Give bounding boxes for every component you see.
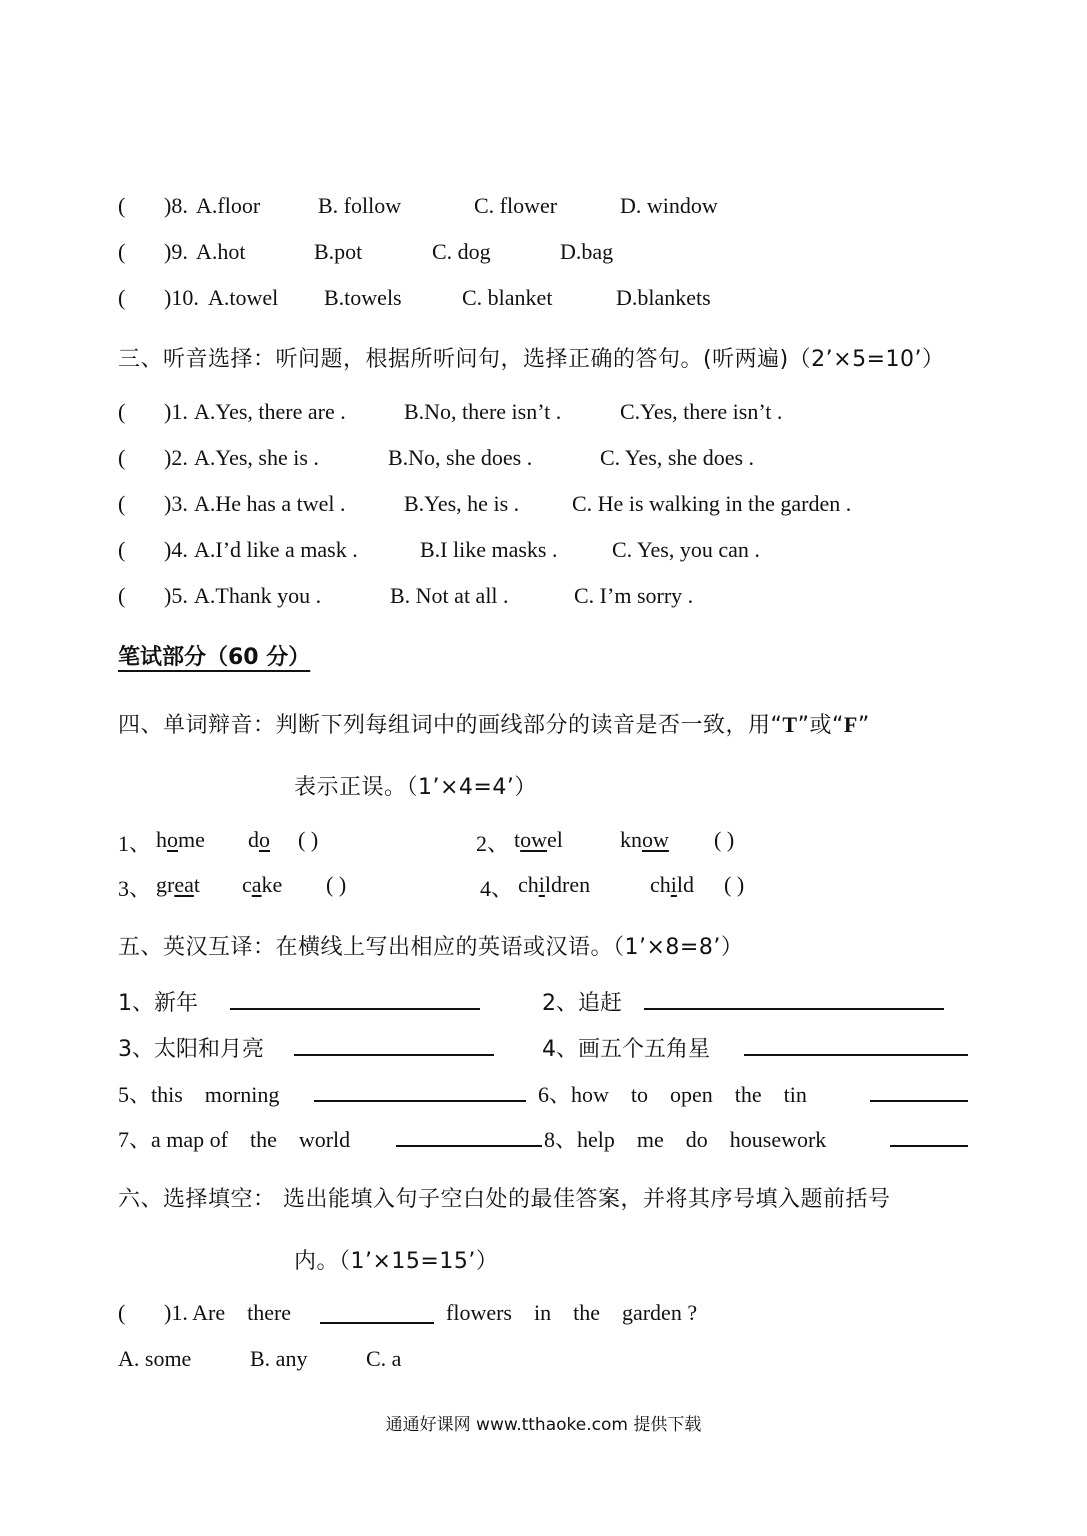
word-1: children: [518, 872, 591, 897]
translation-item: 4、画五个五角星: [542, 1037, 710, 1062]
answer-paren: ( ): [326, 872, 347, 897]
answer-paren: (: [118, 239, 126, 264]
option-c: C. dog: [432, 239, 491, 264]
question-number: )2.: [164, 445, 188, 470]
page-footer: 通通好课网 www.tthaoke.com 提供下载: [385, 1415, 702, 1435]
option-a: A.He has a twel .: [194, 491, 346, 516]
answer-blank[interactable]: [644, 986, 944, 1010]
section-heading-line2: 表示正误。（1’×4=4’）: [294, 775, 537, 800]
option-c: C. I’m sorry .: [574, 583, 694, 608]
option-b: B.Yes, he is .: [404, 491, 520, 516]
underlined-part: o: [167, 827, 178, 852]
underlined-part: ow: [520, 827, 548, 852]
option-a: A.Yes, there are .: [194, 399, 346, 424]
answer-paren: (: [118, 193, 126, 218]
option-a: A.Yes, she is .: [194, 445, 319, 470]
option-a: A.floor: [196, 193, 261, 218]
answer-blank[interactable]: [314, 1078, 526, 1102]
option-b: B. follow: [318, 193, 402, 218]
translation-item: 5、this morning: [118, 1082, 280, 1107]
answer-paren: ( ): [298, 827, 319, 852]
option-b: B. Not at all .: [390, 583, 509, 608]
word-1: great: [156, 872, 200, 897]
answer-paren: (: [118, 285, 126, 310]
answer-paren: (: [118, 445, 126, 470]
section-title-written: 笔试部分（60 分）: [118, 645, 311, 670]
option-d: D.bag: [560, 239, 614, 264]
section-heading: [118, 708, 870, 739]
translation-item: 1、新年: [118, 991, 198, 1016]
answer-paren: (: [118, 491, 126, 516]
option-c: C. blanket: [462, 285, 553, 310]
answer-blank[interactable]: [396, 1123, 542, 1147]
underlined-part: ea: [174, 872, 194, 897]
heading-text: ”或“: [797, 713, 844, 738]
translation-item: 8、help me do housework: [544, 1127, 827, 1152]
option-c: C. He is walking in the garden .: [572, 491, 852, 516]
letter-f: F: [843, 712, 858, 737]
answer-blank[interactable]: [294, 1032, 494, 1056]
option-b: B.No, there isn’t .: [404, 399, 562, 424]
answer-paren: (: [118, 537, 126, 562]
answer-paren: (: [118, 399, 126, 424]
option-c: C. Yes, you can .: [612, 537, 760, 562]
option-a: A.Thank you .: [194, 583, 322, 608]
option-d: D.blankets: [616, 285, 711, 310]
option-b: B.I like masks .: [420, 537, 558, 562]
translation-item: 2、追赶: [542, 991, 622, 1016]
option-c: C.Yes, there isn’t .: [620, 399, 783, 424]
section-heading: 三、听音选择：听问题，根据所听问句，选择正确的答句。(听两遍)（2’×5=10’）: [118, 347, 945, 372]
underlined-part: i: [670, 872, 677, 897]
question-text: )1. Are there: [164, 1300, 292, 1325]
pair-number: 4、: [480, 876, 514, 901]
answer-blank[interactable]: [230, 986, 480, 1010]
question-number: )9.: [164, 239, 188, 264]
section-heading: 六、选择填空： 选出能填入句子空白处的最佳答案，并将其序号填入题前括号: [118, 1187, 891, 1212]
option-d: D. window: [620, 193, 718, 218]
word-2: do: [248, 827, 270, 852]
option-c: C. a: [366, 1346, 402, 1371]
word-1: home: [156, 827, 205, 852]
answer-paren: (: [118, 583, 126, 608]
question-number: )4.: [164, 537, 188, 562]
word-1: towel: [514, 827, 563, 852]
answer-paren: ( ): [714, 827, 735, 852]
section-heading: 五、英汉互译：在横线上写出相应的英语或汉语。（1’×8=8’）: [118, 935, 744, 960]
question-number: )1.: [164, 399, 188, 424]
underlined-part: a: [251, 872, 262, 897]
option-b: B.towels: [324, 285, 402, 310]
answer-paren: ( ): [724, 872, 745, 897]
option-b: B.No, she does .: [388, 445, 533, 470]
answer-blank[interactable]: [320, 1300, 434, 1324]
heading-text: 四、单词辩音：判断下列每组词中的画线部分的读音是否一致，用“: [118, 713, 783, 738]
question-text: flowers in the garden ?: [446, 1300, 698, 1325]
answer-blank[interactable]: [890, 1123, 968, 1147]
pair-number: 1、: [118, 831, 152, 856]
question-number: )5.: [164, 583, 188, 608]
question-number: )8.: [164, 193, 188, 218]
underlined-part: i: [538, 872, 545, 897]
translation-item: 3、太阳和月亮: [118, 1037, 264, 1062]
option-a: A.I’d like a mask .: [194, 537, 358, 562]
word-2: cake: [242, 872, 283, 897]
option-b: B.pot: [314, 239, 363, 264]
word-2: child: [650, 872, 695, 897]
option-c: C. flower: [474, 193, 558, 218]
word-2: know: [620, 827, 669, 852]
answer-blank[interactable]: [744, 1032, 968, 1056]
option-a: A.hot: [196, 239, 246, 264]
translation-item: 6、how to open the tin: [538, 1082, 807, 1107]
section-heading-line2: 内。（1’×15=15’）: [294, 1249, 499, 1274]
pair-number: 3、: [118, 876, 152, 901]
underlined-part: o: [259, 827, 270, 852]
option-a: A.towel: [208, 285, 279, 310]
heading-text: ”: [857, 713, 870, 738]
question-number: )10.: [164, 285, 199, 310]
answer-paren: (: [118, 1300, 126, 1325]
translation-item: 7、a map of the world: [118, 1127, 351, 1152]
underlined-part: ow: [642, 827, 669, 852]
option-a: A. some: [118, 1346, 192, 1371]
letter-t: T: [782, 712, 798, 737]
answer-blank[interactable]: [870, 1078, 968, 1102]
pair-number: 2、: [476, 831, 510, 856]
question-number: )3.: [164, 491, 188, 516]
option-b: B. any: [250, 1346, 308, 1371]
option-c: C. Yes, she does .: [600, 445, 755, 470]
